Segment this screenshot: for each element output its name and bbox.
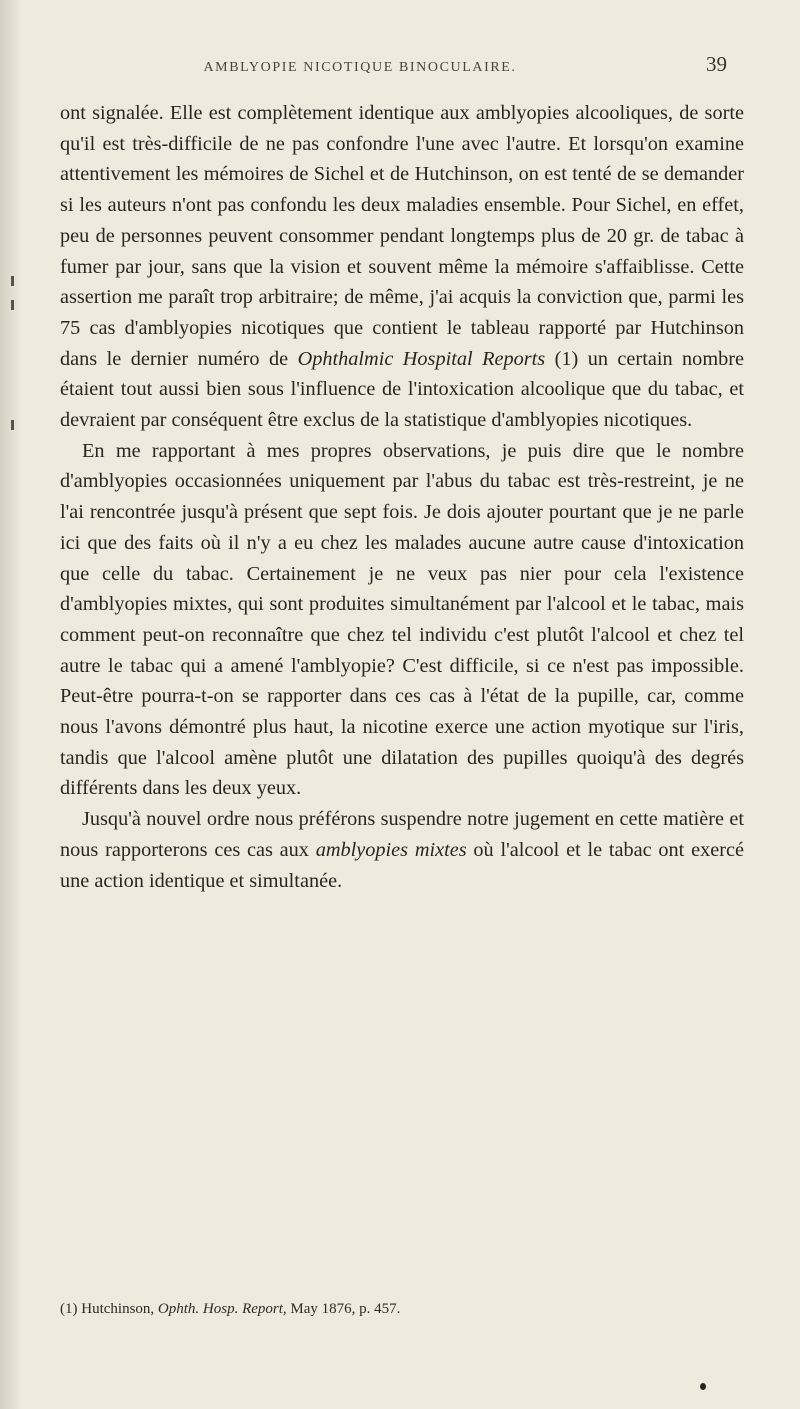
running-header: AMBLYOPIE NICOTIQUE BINOCULAIRE. [203,60,517,75]
footnote-marker: (1) Hutchinson, [60,1301,158,1317]
paragraph-3-text-b: où l'alcool et le tabac ont exercé une action identique et simultanée. [60,838,744,892]
paragraph-3 [60,804,744,896]
page-gutter-shadow [0,0,22,1409]
paragraph-1-text-b: (1) un certain nombre étaient tout aussi bien sous l'influence de l'intoxication alcoolique que du tabac, et devraient par conséquent être exclus de la statistique d'amblyopies nicotiques. [60,347,744,432]
paragraph-1 [60,98,744,436]
ink-speck [700,1383,706,1390]
footnote-citation: May 1876, p. 457. [286,1301,401,1317]
page-number: 39 [706,52,727,76]
margin-mark [11,300,14,310]
paragraph-3-text-a: Jusqu'à nouvel ordre nous préférons suspendre notre jugement en cette matière et nous rapporterons ces cas aux [60,808,744,861]
emphasis-amblyopies-mixtes: amblyopies mixtes [315,838,467,861]
margin-mark [11,420,14,430]
footnote-journal: Ophth. Hosp. Report, [157,1301,287,1317]
paragraph-2: En me rapportant à mes propres observations, je puis dire que le nombre d'amblyopies occasionnées uniquement par l'abus du tabac est très-restreint, je ne l'ai rencontrée jusqu'à présent que sept fois. Je dois ajouter pourtant que je ne parle ici que des faits où il n'y a eu chez les malades aucune autre cause d'intoxication que celle du tabac. Certainement je ne veux pas nier pour cela l'existence d'amblyopies mixtes, qui sont produites simultanément par l'alcool et le tabac, mais comment peut-on reconnaître que chez tel individu c'est plutôt l'alcool et chez tel autre le tabac qui a amené l'amblyopie? C'est difficile, si ce n'est pas impossible. Peut-être pourra-t-on se rapporter dans ces cas à l'état de la pupille, car, comme nous l'avons démontré plus haut, la nicotine exerce une action myotique sur l'iris, tandis que l'alcool amène plutôt une dilatation des pupilles quoiqu'à des degrés différents dans les deux yeux. [60,439,744,800]
margin-mark [11,276,14,286]
body-text [60,98,744,896]
journal-title: Ophthalmic Hospital Reports [297,347,546,370]
footnote [60,1299,744,1319]
paragraph-1-text-a: ont signalée. Elle est complètement identique aux amblyopies alcooliques, de sorte qu'il est très-difficile de ne pas confondre l'une avec l'autre. Et lorsqu'on examine attentivement les mémoires de Sichel et de Hutchinson, on est tenté de se demander si les auteurs n'ont pas confondu les deux maladies ensemble. Pour Sichel, en effet, peu de personnes peuvent consommer pendant longtemps plus de 20 gr. de tabac à fumer par jour, sans que la vision et souvent même la mémoire s'affaiblisse. Cette assertion me paraît trop arbitraire; de même, j'ai acquis la conviction que, parmi les 75 cas d'amblyopies nicotiques que contient le tableau rapporté par Hutchinson dans le dernier numéro de [60,102,744,370]
